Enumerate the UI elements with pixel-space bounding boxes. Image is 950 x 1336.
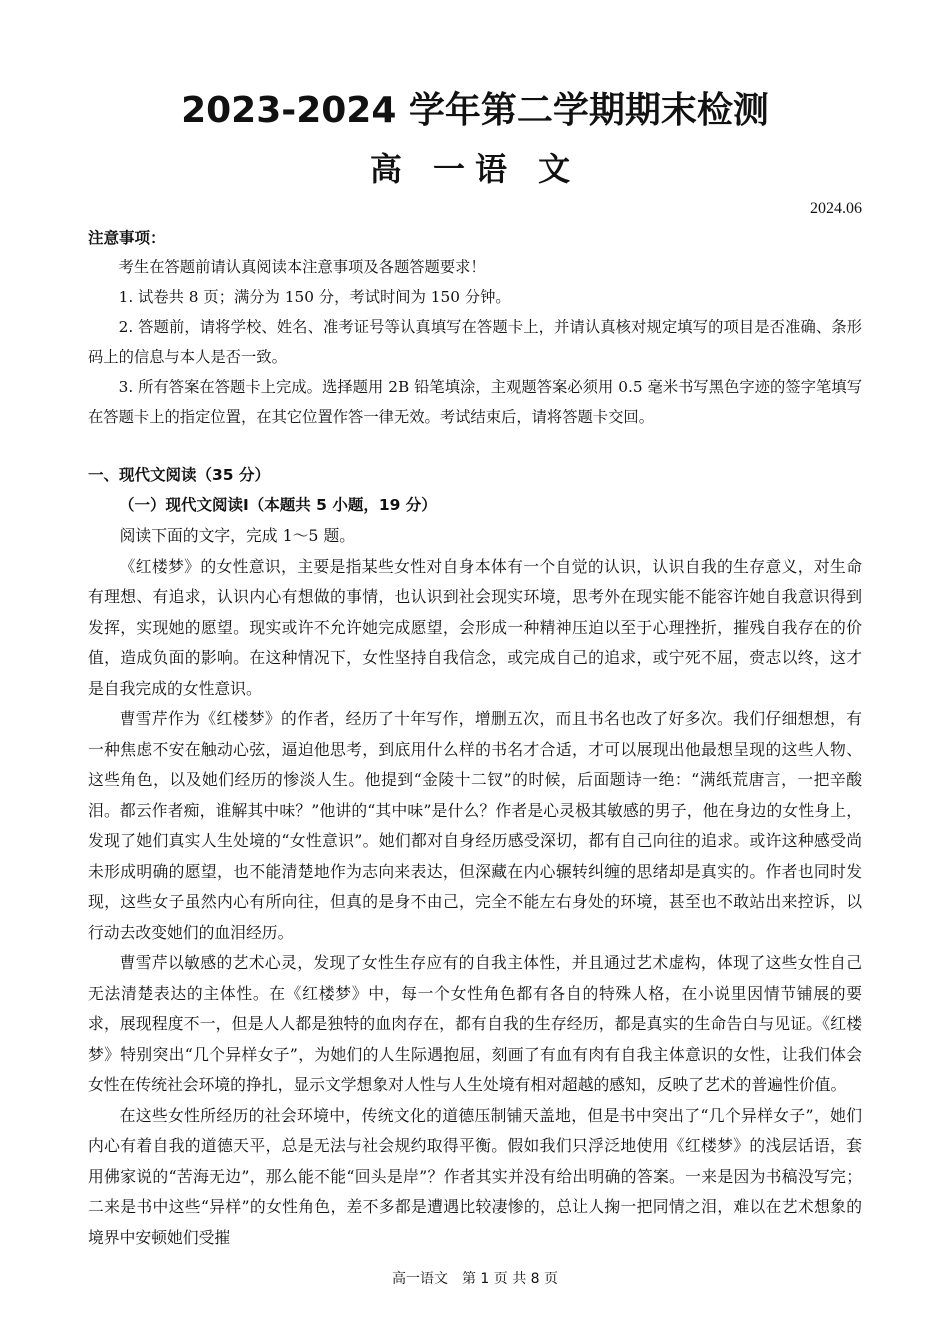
passage-paragraph: 曹雪芹作为《红楼梦》的作者，经历了十年写作，增删五次，而且书名也改了好多次。我们仔细想想，有一种焦虑不安在触动心弦，逼迫他思考，到底用什么样的书名才合适，才可以展现出他最想呈现的这些人物、这些角色，以及她们经历的惨淡人生。他提到“金陵十二钗”的时候，后面题诗一绝：“满纸荒唐言，一把辛酸泪。都云作者痴，谁解其中味？”他讲的“其中味”是什么？作者是心灵极其敏感的男子，他在身边的女性身上，发现了她们真实人生处境的“女性意识”。她们都对自身经历感受深切，都有自己向往的追求。或许这种感受尚未形成明确的愿望，也不能清楚地作为志向来表达，但深藏在内心辗转纠缠的思绪却是真实的。作者也同时发现，这些女子虽然内心有所向往，但真的是身不由己，完全不能左右身处的环境，甚至也不敢站出来控诉，以行动去改变她们的血泪经历。 [88, 709, 862, 942]
notice-item: 考生在答题前请认真阅读本注意事项及各题答题要求！ [118, 258, 486, 276]
notice-item: 3. 所有答案在答题卡上完成。选择题用 2B 铅笔填涂，主观题答案必须用 0.5 毫米书写黑色字迹的签字笔填写在答题卡上的指定位置，在其它位置作答一律无效。考试结束后，请将答题卡交回。 [88, 378, 862, 426]
exam-body [88, 224, 862, 1253]
notice-item: 2. 答题前，请将学校、姓名、准考证号等认真填写在答题卡上，并请认真核对规定填写的项目是否准确、条形码上的信息与本人是否一致。 [88, 318, 862, 366]
passage-paragraph: 曹雪芹以敏感的艺术心灵，发现了女性生存应有的自我主体性，并且通过艺术虚构，体现了这些女性自己无法清楚表达的主体性。在《红楼梦》中，每一个女性角色都有各自的特殊人格，在小说里因情节铺展的要求，展现程度不一，但是人人都是独特的血肉存在，都有自我的生存经历，都是真实的生命告白与见证。《红楼梦》特别突出“几个异样女子”，为她们的人生际遇抱屈，刻画了有血有肉有自我主体意识的女性，让我们体会女性在传统社会环境的挣扎，显示文学想象对人性与人生处境有相对超越的感知，反映了艺术的普遍性价值。 [88, 953, 862, 1094]
passage-paragraph: 在这些女性所经历的社会环境中，传统文化的道德压制铺天盖地，但是书中突出了“几个异样女子”，她们内心有着自我的道德天平，总是无法与社会规约取得平衡。假如我们只浮泛地使用《红楼梦》的浅层话语，套用佛家说的“苦海无边”，那么能不能“回头是岸”？作者其实并没有给出明确的答案。一来是因为书稿没写完；二来是书中这些“异样”的女性角色，差不多都是遭遇比较凄惨的，总让人掬一把同情之泪，难以在艺术想象的境界中安顿她们受摧 [88, 1105, 862, 1247]
reading-instruction: 阅读下面的文字，完成 1～5 题。 [119, 526, 356, 545]
exam-date: 2024.06 [810, 200, 862, 217]
spacer [88, 432, 862, 460]
exam-title: 2023-2024 学年第二学期期末检测 [181, 90, 769, 131]
section-heading: 一、现代文阅读（35 分） [88, 466, 270, 484]
page-footer: 高一语文 第 1 页 共 8 页 [391, 1271, 559, 1287]
notice-item: 1. 试卷共 8 页；满分为 150 分，考试时间为 150 分钟。 [118, 288, 511, 306]
section-subheading: （一）现代文阅读Ⅰ（本题共 5 小题，19 分） [119, 496, 437, 514]
passage-paragraph: 《红楼梦》的女性意识，主要是指某些女性对自身本体有一个自觉的认识，认识自我的生存意义，对生命有理想、有追求，认识内心有想做的事情，也认识到社会现实环境，思考外在现实能不能容许她自我意识得到发挥，实现她的愿望。现实或许不允许她完成愿望，会形成一种精神压迫以至于心理挫折，摧残自我存在的价值，造成负面的影响。在这种情况下，女性坚持自我信念，或完成自己的追求，或宁死不屈，赍志以终，这才是自我完成的女性意识。 [88, 556, 862, 698]
notice-heading: 注意事项： [88, 229, 166, 247]
exam-subtitle: 高 一语 文 [369, 150, 581, 188]
